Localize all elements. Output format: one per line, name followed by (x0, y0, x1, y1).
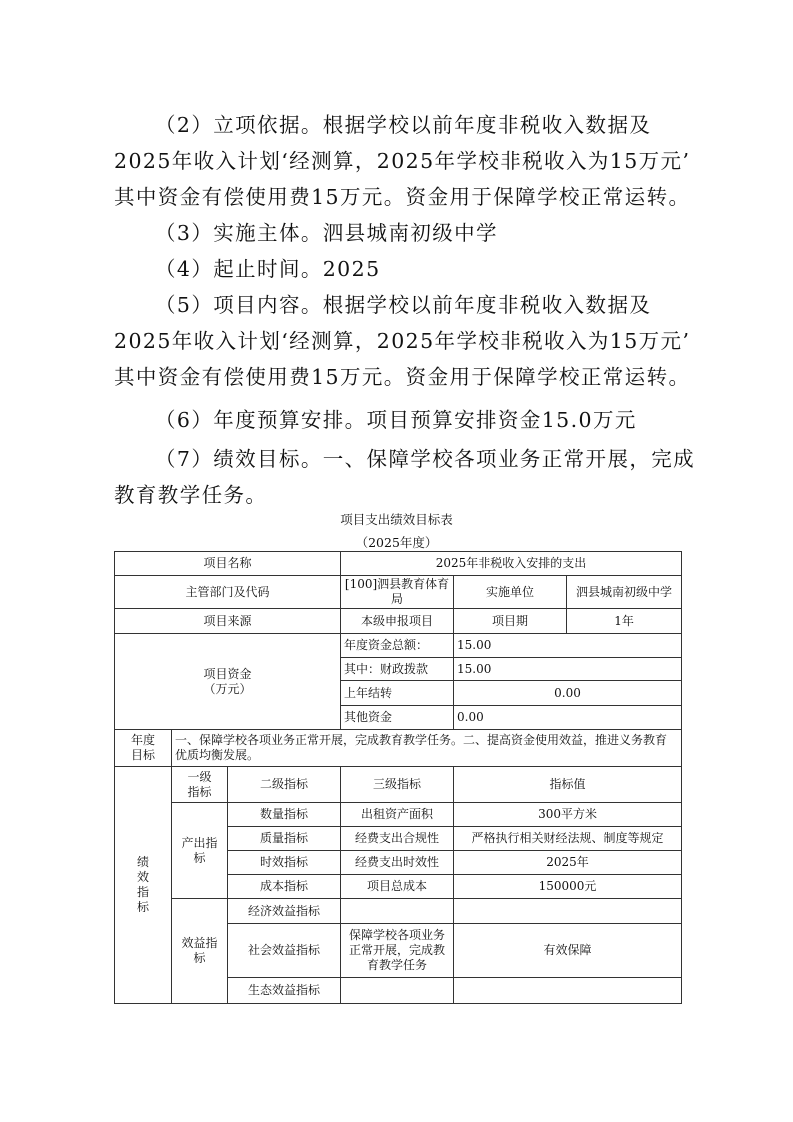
table-year: （2025年度） (355, 535, 438, 550)
benefit-l2: 经济效益指标 (228, 899, 341, 924)
project-name-label: 项目名称 (115, 552, 341, 576)
output-l3: 经费支出合规性 (341, 827, 454, 851)
period-value: 1年 (567, 609, 682, 634)
paragraph-implementer: （3）实施主体。泗县城南初级中学 (155, 221, 498, 245)
header-level3: 三级指标 (341, 767, 454, 803)
funds-carryover-label: 上年结转 (341, 681, 454, 706)
benefit-value (454, 978, 682, 1004)
table-row (115, 899, 682, 924)
benefit-l2: 社会效益指标 (228, 924, 341, 978)
benefit-l3 (341, 978, 454, 1004)
output-l2: 时效指标 (228, 851, 341, 875)
annual-goal-text: 一、保障学校各项业务正常开展，完成教育教学任务。二、提高资金使用效益，推进义务教育优质均衡发展。 (172, 730, 682, 767)
funds-total-label: 年度资金总额： (341, 634, 454, 658)
table-row (115, 609, 682, 634)
output-l3: 出租资产面积 (341, 803, 454, 827)
paragraph-content-3: 其中资金有偿使用费15万元。资金用于保障学校正常运转。 (114, 365, 691, 389)
output-l3: 经费支出时效性 (341, 851, 454, 875)
benefit-l3 (341, 899, 454, 924)
funds-fiscal-label: 其中：财政拨款 (341, 658, 454, 681)
benefit-value: 有效保障 (454, 924, 682, 978)
performance-target-table (114, 551, 682, 1004)
output-l2: 质量指标 (228, 827, 341, 851)
paragraph-content-2: 2025年收入计划‘经测算，2025年学校非税收入为15万元’ (114, 329, 691, 353)
paragraph-budget: （6）年度预算安排。项目预算安排资金15.0万元 (155, 408, 637, 432)
header-level1: 一级 指标 (172, 767, 228, 803)
paragraph-period: （4）起止时间。2025 (155, 257, 381, 281)
funds-other-value: 0.00 (454, 706, 682, 730)
table-row (115, 803, 682, 827)
paragraph-basis-2: 2025年收入计划‘经测算，2025年学校非税收入为15万元’ (114, 149, 691, 173)
output-l3: 项目总成本 (341, 875, 454, 899)
output-value: 2025年 (454, 851, 682, 875)
paragraph-goal-1: （7）绩效目标。一、保障学校各项业务正常开展，完成 (155, 447, 696, 471)
period-label: 项目期 (454, 609, 567, 634)
paragraph-goal-2: 教育教学任务。 (114, 483, 268, 507)
project-name-value: 2025年非税收入安排的支出 (341, 552, 682, 576)
header-level2: 二级指标 (228, 767, 341, 803)
dept-value: [100]泗县教育体育局 (341, 576, 454, 609)
funds-carryover-value: 0.00 (454, 681, 682, 706)
output-value: 150000元 (454, 875, 682, 899)
funds-fiscal-value: 15.00 (454, 658, 682, 681)
output-l2: 数量指标 (228, 803, 341, 827)
benefit-value (454, 899, 682, 924)
paragraph-basis-3: 其中资金有偿使用费15万元。资金用于保障学校正常运转。 (114, 185, 691, 209)
benefit-l3: 保障学校各项业务正常开展，完成教育教学任务 (341, 924, 454, 978)
header-value: 指标值 (454, 767, 682, 803)
output-value: 严格执行相关财经法规、制度等规定 (454, 827, 682, 851)
benefit-l2: 生态效益指标 (228, 978, 341, 1004)
impl-value: 泗县城南初级中学 (567, 576, 682, 609)
output-value: 300平方米 (454, 803, 682, 827)
source-value: 本级申报项目 (341, 609, 454, 634)
dept-label: 主管部门及代码 (115, 576, 341, 609)
table-row (115, 634, 682, 658)
funds-other-label: 其他资金 (341, 706, 454, 730)
source-label: 项目来源 (115, 609, 341, 634)
funds-label: 项目资金 （万元） (115, 634, 341, 730)
output-indicator-label: 产出指 标 (172, 803, 228, 899)
table-row (115, 767, 682, 803)
annual-goal-label: 年度 目标 (115, 730, 172, 767)
table-row (115, 576, 682, 609)
output-l2: 成本指标 (228, 875, 341, 899)
table-row (115, 730, 682, 767)
performance-indicators-label: 绩 效 指 标 (115, 767, 172, 1004)
funds-total-value: 15.00 (454, 634, 682, 658)
table-row (115, 552, 682, 576)
impl-label: 实施单位 (454, 576, 567, 609)
paragraph-content-1: （5）项目内容。根据学校以前年度非税收入数据及 (155, 293, 652, 317)
table-title: 项目支出绩效目标表 (340, 512, 453, 527)
paragraph-basis-1: （2）立项依据。根据学校以前年度非税收入数据及 (155, 113, 652, 137)
benefit-indicator-label: 效益指 标 (172, 899, 228, 1004)
